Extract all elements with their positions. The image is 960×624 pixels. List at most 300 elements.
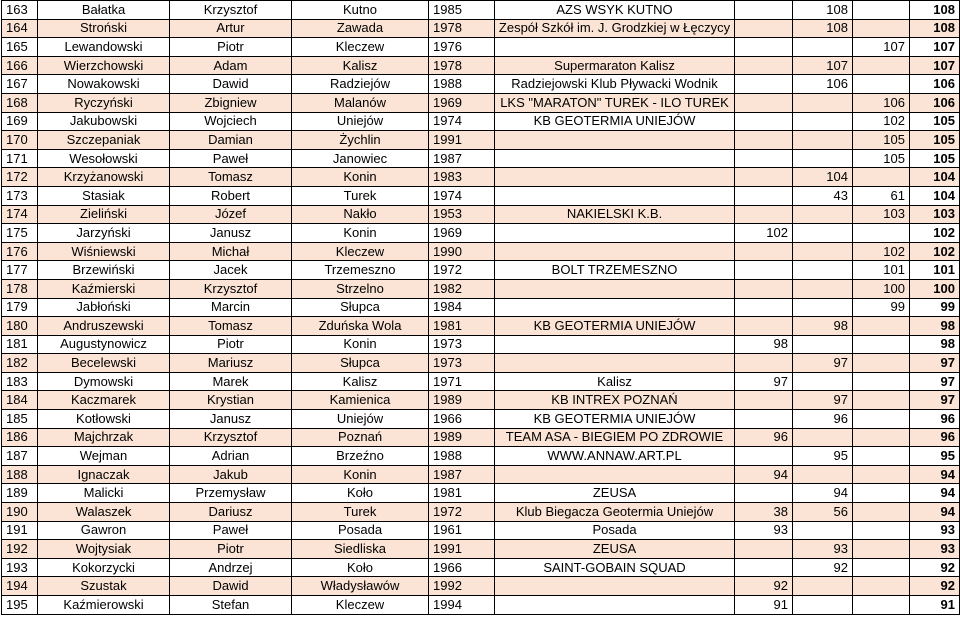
cell-first-name: Krzysztof <box>170 1 292 20</box>
cell-number: 194 <box>2 577 38 596</box>
cell-club <box>495 279 735 298</box>
cell-score-3: 106 <box>853 93 910 112</box>
cell-total: 97 <box>910 372 960 391</box>
cell-total: 102 <box>910 224 960 243</box>
cell-club: BOLT TRZEMESZNO <box>495 261 735 280</box>
cell-year: 1973 <box>429 354 495 373</box>
cell-number: 195 <box>2 596 38 615</box>
cell-total: 94 <box>910 484 960 503</box>
cell-club: Supermaraton Kalisz <box>495 56 735 75</box>
cell-score-3: 101 <box>853 261 910 280</box>
cell-score-3 <box>853 596 910 615</box>
cell-score-2: 93 <box>793 540 853 559</box>
cell-total: 97 <box>910 391 960 410</box>
cell-year: 1969 <box>429 93 495 112</box>
cell-year: 1989 <box>429 428 495 447</box>
cell-total: 94 <box>910 465 960 484</box>
cell-score-1 <box>735 1 793 20</box>
cell-club: NAKIELSKI K.B. <box>495 205 735 224</box>
cell-score-1: 94 <box>735 465 793 484</box>
table-row <box>2 428 960 447</box>
cell-score-1 <box>735 168 793 187</box>
cell-score-1: 91 <box>735 596 793 615</box>
cell-town: Kleczew <box>292 38 429 57</box>
cell-town: Kleczew <box>292 242 429 261</box>
cell-surname: Majchrzak <box>38 428 170 447</box>
cell-first-name: Dawid <box>170 75 292 94</box>
cell-year: 1972 <box>429 261 495 280</box>
cell-surname: Szczepaniak <box>38 131 170 150</box>
cell-first-name: Tomasz <box>170 317 292 336</box>
table-row <box>2 317 960 336</box>
cell-town: Konin <box>292 465 429 484</box>
table-row <box>2 391 960 410</box>
cell-club <box>495 131 735 150</box>
cell-first-name: Mariusz <box>170 354 292 373</box>
table-row <box>2 131 960 150</box>
cell-score-1 <box>735 317 793 336</box>
cell-town: Koło <box>292 558 429 577</box>
table-row <box>2 410 960 429</box>
cell-score-2 <box>793 279 853 298</box>
cell-score-1 <box>735 279 793 298</box>
cell-score-2 <box>793 112 853 131</box>
cell-score-3: 105 <box>853 149 910 168</box>
cell-town: Konin <box>292 335 429 354</box>
cell-first-name: Jacek <box>170 261 292 280</box>
cell-town: Żychlin <box>292 131 429 150</box>
cell-number: 176 <box>2 242 38 261</box>
cell-score-1: 102 <box>735 224 793 243</box>
cell-number: 190 <box>2 503 38 522</box>
cell-total: 103 <box>910 205 960 224</box>
cell-number: 193 <box>2 558 38 577</box>
cell-year: 1989 <box>429 391 495 410</box>
cell-first-name: Adrian <box>170 447 292 466</box>
cell-score-1 <box>735 19 793 38</box>
cell-town: Posada <box>292 521 429 540</box>
cell-score-2: 95 <box>793 447 853 466</box>
cell-total: 93 <box>910 521 960 540</box>
cell-number: 166 <box>2 56 38 75</box>
cell-number: 179 <box>2 298 38 317</box>
cell-club: AZS WSYK KUTNO <box>495 1 735 20</box>
table-row <box>2 558 960 577</box>
cell-surname: Stasiak <box>38 186 170 205</box>
cell-score-2 <box>793 38 853 57</box>
table-row <box>2 19 960 38</box>
table-row <box>2 540 960 559</box>
cell-first-name: Józef <box>170 205 292 224</box>
cell-town: Władysławów <box>292 577 429 596</box>
cell-club <box>495 242 735 261</box>
cell-year: 1982 <box>429 279 495 298</box>
cell-town: Koło <box>292 484 429 503</box>
cell-year: 1961 <box>429 521 495 540</box>
cell-club: ZEUSA <box>495 540 735 559</box>
cell-town: Uniejów <box>292 112 429 131</box>
cell-club: KB GEOTERMIA UNIEJÓW <box>495 410 735 429</box>
cell-score-3 <box>853 75 910 94</box>
cell-year: 1984 <box>429 298 495 317</box>
cell-club <box>495 298 735 317</box>
cell-number: 173 <box>2 186 38 205</box>
table-row <box>2 354 960 373</box>
cell-surname: Zieliński <box>38 205 170 224</box>
cell-year: 1987 <box>429 465 495 484</box>
cell-surname: Jarzyński <box>38 224 170 243</box>
cell-club: SAINT-GOBAIN SQUAD <box>495 558 735 577</box>
cell-surname: Nowakowski <box>38 75 170 94</box>
cell-club: Klub Biegacza Geotermia Uniejów <box>495 503 735 522</box>
cell-total: 105 <box>910 112 960 131</box>
table-row <box>2 596 960 615</box>
cell-score-2: 98 <box>793 317 853 336</box>
cell-town: Turek <box>292 503 429 522</box>
cell-score-2: 56 <box>793 503 853 522</box>
cell-year: 1983 <box>429 168 495 187</box>
cell-number: 191 <box>2 521 38 540</box>
cell-year: 1976 <box>429 38 495 57</box>
cell-score-3 <box>853 558 910 577</box>
cell-surname: Becelewski <box>38 354 170 373</box>
cell-year: 1985 <box>429 1 495 20</box>
cell-first-name: Piotr <box>170 540 292 559</box>
cell-surname: Brzewiński <box>38 261 170 280</box>
cell-total: 104 <box>910 186 960 205</box>
cell-surname: Kokorzycki <box>38 558 170 577</box>
cell-year: 1981 <box>429 317 495 336</box>
table-row <box>2 149 960 168</box>
cell-total: 106 <box>910 93 960 112</box>
cell-score-2 <box>793 335 853 354</box>
cell-surname: Kotłowski <box>38 410 170 429</box>
cell-club <box>495 224 735 243</box>
cell-total: 99 <box>910 298 960 317</box>
cell-year: 1988 <box>429 75 495 94</box>
cell-year: 1972 <box>429 503 495 522</box>
cell-club: KB GEOTERMIA UNIEJÓW <box>495 112 735 131</box>
cell-club <box>495 577 735 596</box>
cell-score-3: 105 <box>853 131 910 150</box>
table-row <box>2 168 960 187</box>
cell-surname: Jabłoński <box>38 298 170 317</box>
table-row <box>2 447 960 466</box>
cell-club <box>495 186 735 205</box>
cell-year: 1994 <box>429 596 495 615</box>
cell-number: 188 <box>2 465 38 484</box>
cell-club: KB INTREX POZNAŃ <box>495 391 735 410</box>
cell-town: Słupca <box>292 354 429 373</box>
cell-score-3 <box>853 56 910 75</box>
cell-first-name: Piotr <box>170 38 292 57</box>
cell-club <box>495 354 735 373</box>
cell-town: Zawada <box>292 19 429 38</box>
cell-score-3 <box>853 577 910 596</box>
cell-club <box>495 149 735 168</box>
cell-number: 169 <box>2 112 38 131</box>
table-row <box>2 335 960 354</box>
cell-score-1 <box>735 298 793 317</box>
cell-town: Uniejów <box>292 410 429 429</box>
cell-year: 1974 <box>429 112 495 131</box>
cell-first-name: Artur <box>170 19 292 38</box>
cell-surname: Gawron <box>38 521 170 540</box>
cell-year: 1966 <box>429 558 495 577</box>
cell-first-name: Przemysław <box>170 484 292 503</box>
cell-score-2: 108 <box>793 1 853 20</box>
cell-total: 105 <box>910 149 960 168</box>
cell-year: 1978 <box>429 19 495 38</box>
cell-first-name: Jakub <box>170 465 292 484</box>
cell-number: 187 <box>2 447 38 466</box>
cell-year: 1991 <box>429 540 495 559</box>
cell-first-name: Janusz <box>170 410 292 429</box>
cell-number: 180 <box>2 317 38 336</box>
cell-total: 91 <box>910 596 960 615</box>
cell-score-2 <box>793 131 853 150</box>
cell-score-1 <box>735 484 793 503</box>
cell-first-name: Adam <box>170 56 292 75</box>
cell-score-3 <box>853 372 910 391</box>
cell-score-3 <box>853 335 910 354</box>
cell-town: Kalisz <box>292 372 429 391</box>
table-row <box>2 577 960 596</box>
cell-first-name: Marek <box>170 372 292 391</box>
cell-total: 108 <box>910 19 960 38</box>
cell-score-3 <box>853 354 910 373</box>
cell-score-2 <box>793 521 853 540</box>
cell-surname: Ryczyński <box>38 93 170 112</box>
cell-town: Konin <box>292 168 429 187</box>
cell-score-2: 96 <box>793 410 853 429</box>
cell-score-2 <box>793 205 853 224</box>
cell-score-3 <box>853 168 910 187</box>
cell-first-name: Tomasz <box>170 168 292 187</box>
table-row <box>2 93 960 112</box>
cell-total: 98 <box>910 317 960 336</box>
cell-score-1: 97 <box>735 372 793 391</box>
cell-score-3: 103 <box>853 205 910 224</box>
cell-score-2 <box>793 149 853 168</box>
cell-surname: Malicki <box>38 484 170 503</box>
cell-first-name: Krzysztof <box>170 428 292 447</box>
cell-score-1 <box>735 540 793 559</box>
cell-surname: Augustynowicz <box>38 335 170 354</box>
cell-number: 175 <box>2 224 38 243</box>
cell-first-name: Robert <box>170 186 292 205</box>
cell-year: 1988 <box>429 447 495 466</box>
cell-first-name: Wojciech <box>170 112 292 131</box>
cell-year: 1973 <box>429 335 495 354</box>
cell-score-3 <box>853 410 910 429</box>
cell-first-name: Marcin <box>170 298 292 317</box>
cell-number: 183 <box>2 372 38 391</box>
cell-town: Brzeźno <box>292 447 429 466</box>
cell-club <box>495 465 735 484</box>
cell-total: 96 <box>910 428 960 447</box>
cell-score-2 <box>793 242 853 261</box>
cell-number: 181 <box>2 335 38 354</box>
cell-club <box>495 596 735 615</box>
cell-total: 107 <box>910 38 960 57</box>
cell-town: Radziejów <box>292 75 429 94</box>
cell-year: 1991 <box>429 131 495 150</box>
cell-surname: Kaźmierowski <box>38 596 170 615</box>
table-row <box>2 75 960 94</box>
cell-score-1 <box>735 261 793 280</box>
table-row <box>2 521 960 540</box>
cell-number: 189 <box>2 484 38 503</box>
cell-town: Kamienica <box>292 391 429 410</box>
cell-score-2: 97 <box>793 391 853 410</box>
cell-club: Kalisz <box>495 372 735 391</box>
cell-first-name: Krzysztof <box>170 279 292 298</box>
cell-total: 104 <box>910 168 960 187</box>
cell-first-name: Stefan <box>170 596 292 615</box>
cell-score-1 <box>735 354 793 373</box>
cell-club: Zespół Szkół im. J. Grodzkiej w Łęczycy <box>495 19 735 38</box>
cell-score-1: 98 <box>735 335 793 354</box>
cell-score-2: 107 <box>793 56 853 75</box>
cell-year: 1987 <box>429 149 495 168</box>
cell-club: Radziejowski Klub Pływacki Wodnik <box>495 75 735 94</box>
cell-score-2: 43 <box>793 186 853 205</box>
cell-surname: Stroński <box>38 19 170 38</box>
cell-first-name: Janusz <box>170 224 292 243</box>
table-row <box>2 279 960 298</box>
cell-first-name: Piotr <box>170 335 292 354</box>
cell-score-2: 97 <box>793 354 853 373</box>
cell-score-1 <box>735 75 793 94</box>
cell-surname: Kaźmierski <box>38 279 170 298</box>
cell-first-name: Damian <box>170 131 292 150</box>
cell-surname: Wierzchowski <box>38 56 170 75</box>
cell-score-2: 108 <box>793 19 853 38</box>
cell-town: Janowiec <box>292 149 429 168</box>
table-row <box>2 205 960 224</box>
cell-score-1 <box>735 447 793 466</box>
cell-town: Konin <box>292 224 429 243</box>
cell-score-3 <box>853 428 910 447</box>
cell-number: 165 <box>2 38 38 57</box>
cell-first-name: Paweł <box>170 149 292 168</box>
cell-total: 96 <box>910 410 960 429</box>
cell-number: 185 <box>2 410 38 429</box>
cell-club: WWW.ANNAW.ART.PL <box>495 447 735 466</box>
cell-score-2 <box>793 93 853 112</box>
cell-town: Trzemeszno <box>292 261 429 280</box>
cell-year: 1971 <box>429 372 495 391</box>
cell-town: Kalisz <box>292 56 429 75</box>
cell-surname: Dymowski <box>38 372 170 391</box>
cell-score-1 <box>735 38 793 57</box>
cell-first-name: Michał <box>170 242 292 261</box>
cell-total: 100 <box>910 279 960 298</box>
cell-club: Posada <box>495 521 735 540</box>
cell-first-name: Dariusz <box>170 503 292 522</box>
cell-town: Strzelno <box>292 279 429 298</box>
cell-surname: Jakubowski <box>38 112 170 131</box>
cell-score-1 <box>735 93 793 112</box>
cell-town: Kutno <box>292 1 429 20</box>
cell-score-2: 104 <box>793 168 853 187</box>
cell-score-2 <box>793 465 853 484</box>
cell-score-3 <box>853 19 910 38</box>
cell-surname: Wesołowski <box>38 149 170 168</box>
cell-number: 163 <box>2 1 38 20</box>
cell-total: 106 <box>910 75 960 94</box>
cell-total: 95 <box>910 447 960 466</box>
cell-year: 1981 <box>429 484 495 503</box>
cell-score-3: 99 <box>853 298 910 317</box>
cell-surname: Andruszewski <box>38 317 170 336</box>
cell-score-3 <box>853 447 910 466</box>
table-row <box>2 372 960 391</box>
cell-score-1 <box>735 149 793 168</box>
cell-number: 172 <box>2 168 38 187</box>
cell-score-1: 92 <box>735 577 793 596</box>
cell-number: 168 <box>2 93 38 112</box>
cell-total: 101 <box>910 261 960 280</box>
cell-surname: Bałatka <box>38 1 170 20</box>
cell-score-1 <box>735 112 793 131</box>
cell-score-2: 94 <box>793 484 853 503</box>
cell-score-2: 92 <box>793 558 853 577</box>
cell-surname: Kaczmarek <box>38 391 170 410</box>
cell-number: 182 <box>2 354 38 373</box>
cell-town: Siedliska <box>292 540 429 559</box>
cell-score-1 <box>735 186 793 205</box>
cell-score-3 <box>853 484 910 503</box>
cell-first-name: Andrzej <box>170 558 292 577</box>
cell-town: Zduńska Wola <box>292 317 429 336</box>
cell-year: 1990 <box>429 242 495 261</box>
cell-score-3 <box>853 540 910 559</box>
cell-total: 98 <box>910 335 960 354</box>
cell-first-name: Krystian <box>170 391 292 410</box>
cell-number: 184 <box>2 391 38 410</box>
cell-club: TEAM ASA - BIEGIEM PO ZDROWIE <box>495 428 735 447</box>
results-table <box>1 0 960 615</box>
table-row <box>2 56 960 75</box>
cell-year: 1978 <box>429 56 495 75</box>
cell-score-1 <box>735 205 793 224</box>
cell-club: LKS "MARATON" TUREK - ILO TUREK <box>495 93 735 112</box>
cell-town: Nakło <box>292 205 429 224</box>
cell-score-3 <box>853 521 910 540</box>
table-row <box>2 465 960 484</box>
table-row <box>2 298 960 317</box>
cell-town: Poznań <box>292 428 429 447</box>
cell-score-3 <box>853 391 910 410</box>
cell-town: Kleczew <box>292 596 429 615</box>
cell-surname: Wejman <box>38 447 170 466</box>
cell-total: 102 <box>910 242 960 261</box>
cell-number: 192 <box>2 540 38 559</box>
cell-number: 164 <box>2 19 38 38</box>
cell-score-1 <box>735 410 793 429</box>
cell-score-2 <box>793 596 853 615</box>
table-row <box>2 224 960 243</box>
table-row <box>2 242 960 261</box>
cell-total: 97 <box>910 354 960 373</box>
cell-surname: Krzyżanowski <box>38 168 170 187</box>
cell-number: 186 <box>2 428 38 447</box>
cell-score-2 <box>793 372 853 391</box>
cell-score-2 <box>793 298 853 317</box>
cell-surname: Walaszek <box>38 503 170 522</box>
